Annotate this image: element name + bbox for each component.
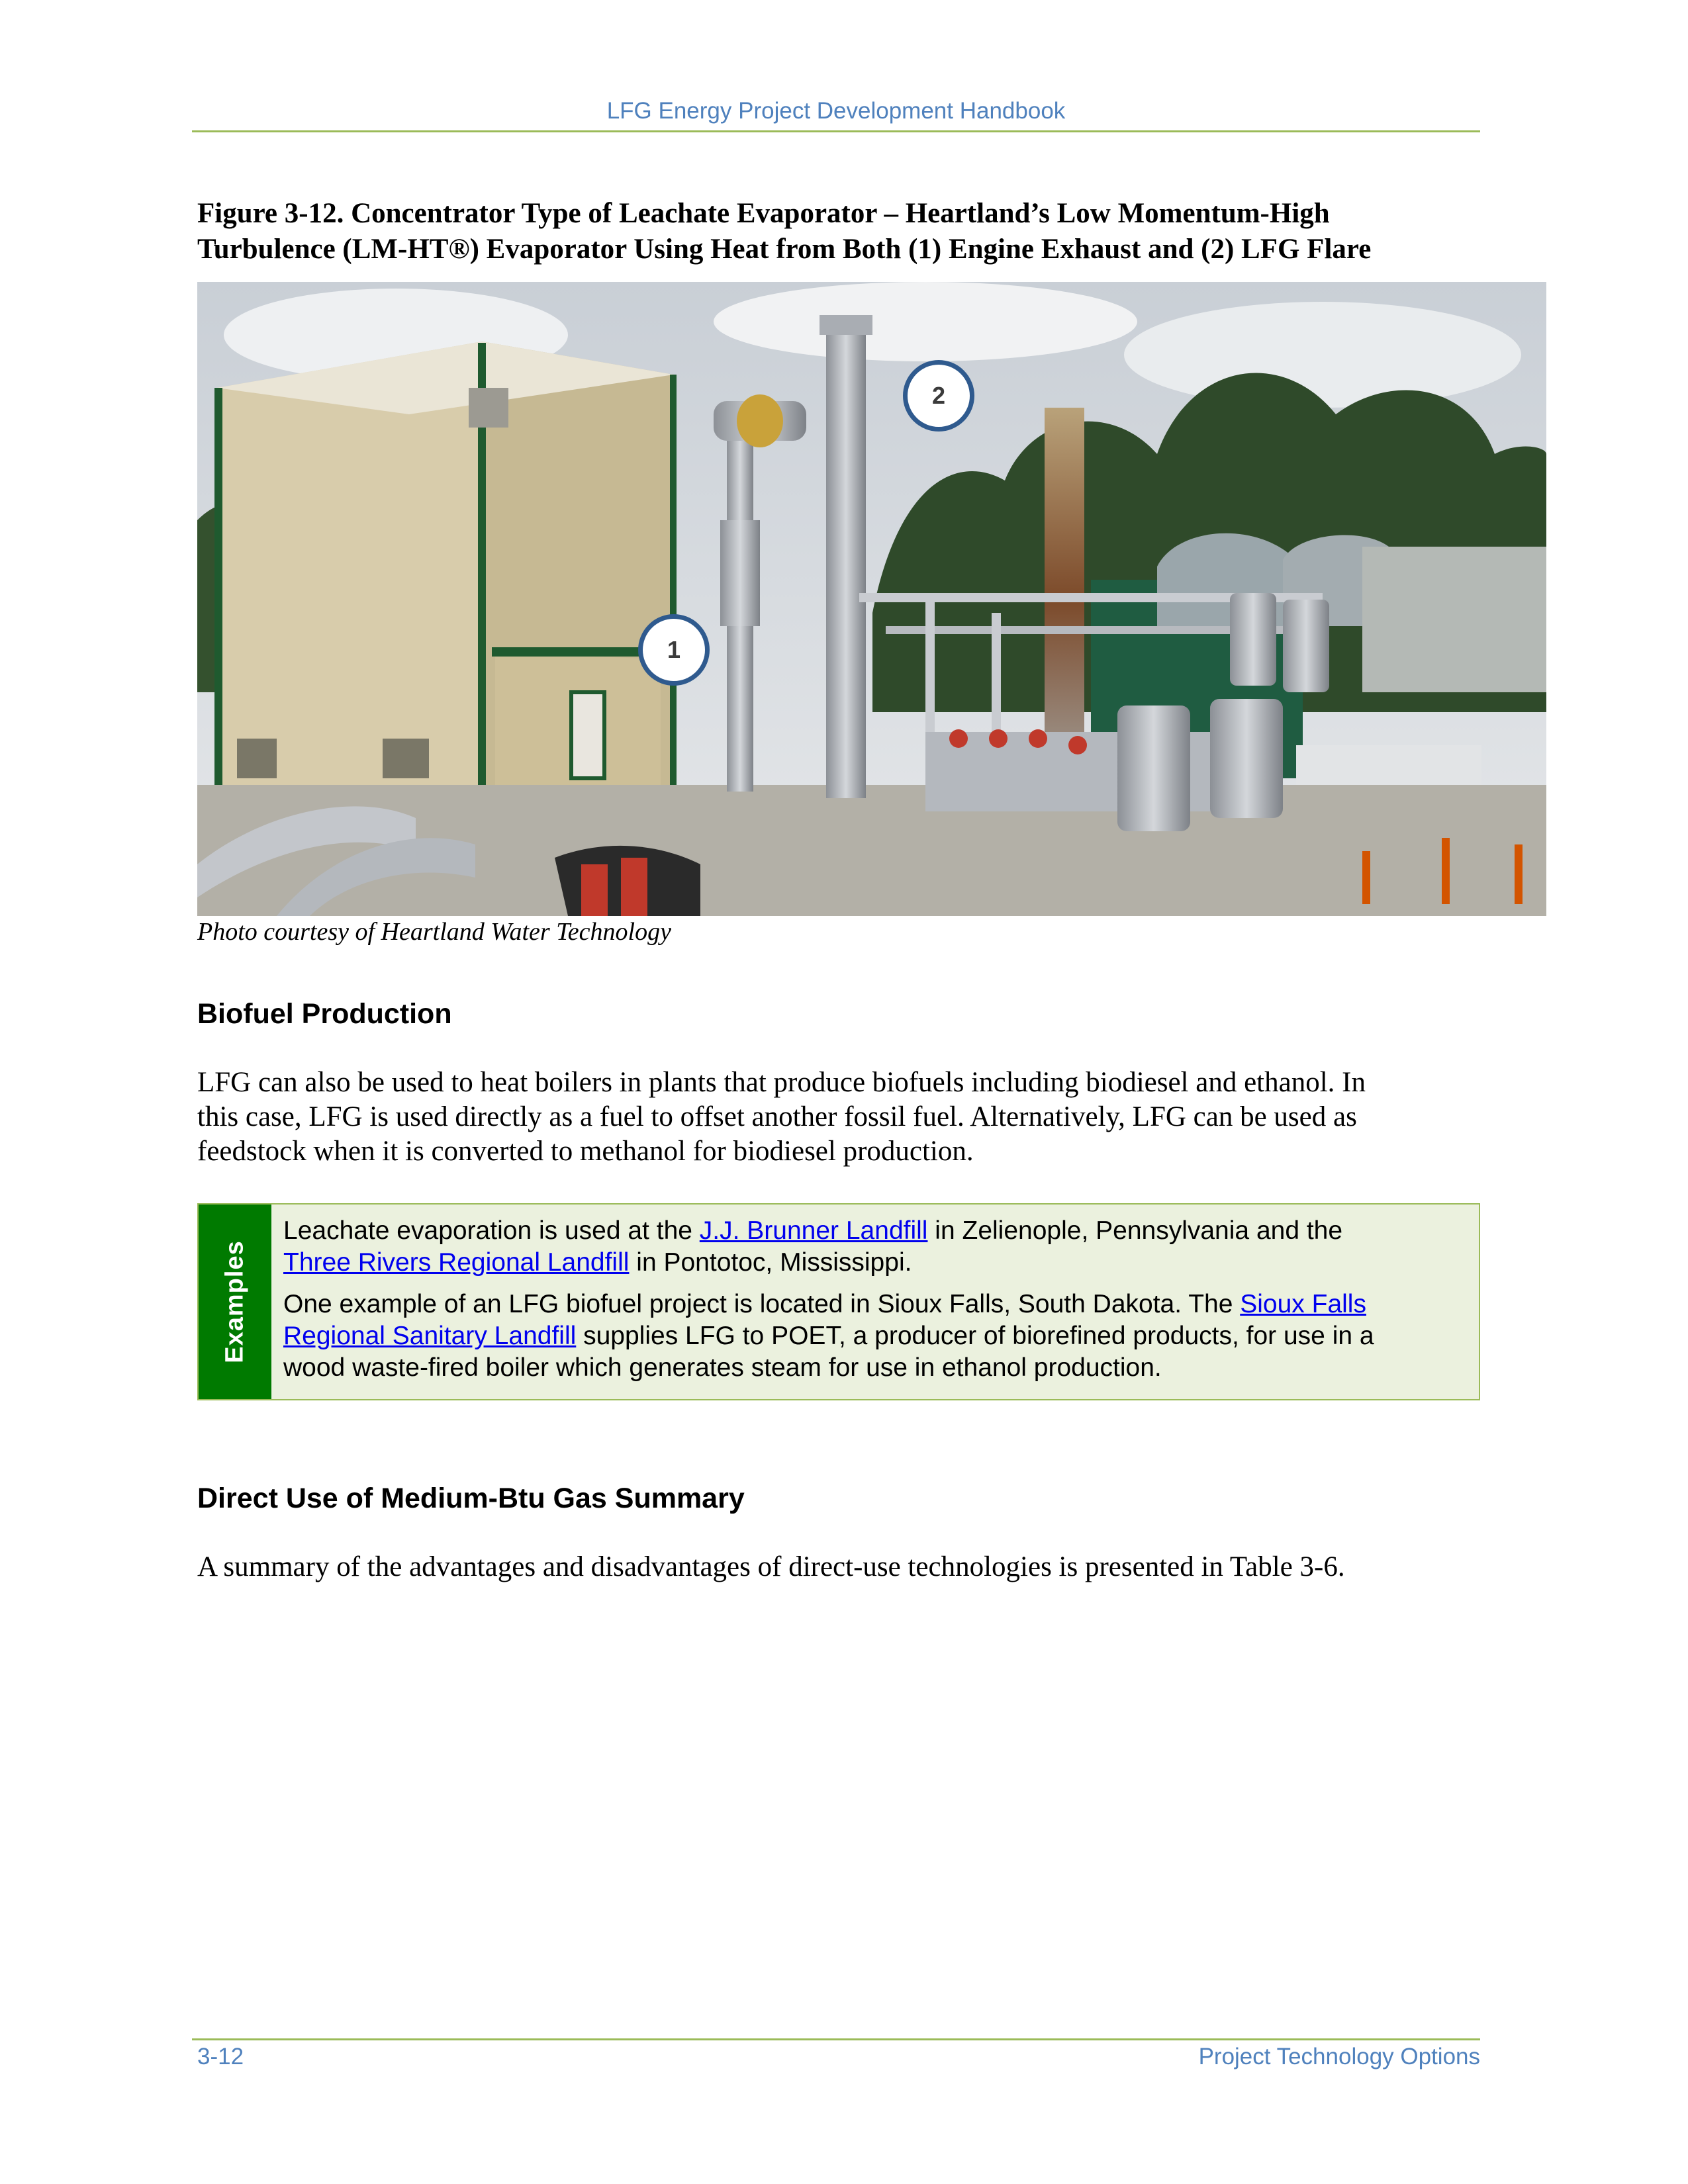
link-jj-brunner-landfill[interactable]: J.J. Brunner Landfill bbox=[699, 1216, 928, 1245]
examples-p1-text-1: Leachate evaporation is used at the bbox=[283, 1216, 700, 1245]
photo-credit: Photo courtesy of Heartland Water Technology bbox=[197, 918, 671, 946]
footer-page-number: 3-12 bbox=[197, 2044, 244, 2070]
examples-paragraph-1 bbox=[283, 1215, 1468, 1279]
figure-caption bbox=[197, 196, 1495, 267]
examples-p2-text-1: One example of an LFG biofuel project is located in Sioux Falls, South Dakota. The bbox=[283, 1290, 1241, 1318]
examples-tab-label: Examples bbox=[220, 1240, 249, 1363]
biofuel-paragraph bbox=[197, 1066, 1495, 1169]
section-heading-summary: Direct Use of Medium-Btu Gas Summary bbox=[197, 1482, 745, 1514]
examples-p1-text-3: in Pontotoc, Mississippi. bbox=[629, 1248, 912, 1277]
link-three-rivers-regional-landfill[interactable]: Three Rivers Regional Landfill bbox=[283, 1248, 630, 1277]
figure-caption-line-1: Figure 3-12. Concentrator Type of Leachate Evaporator – Heartland’s Low Momentum-High bbox=[197, 198, 1330, 229]
biofuel-paragraph-line-1: LFG can also be used to heat boilers in plants that produce biofuels including biodiesel and ethanol. In bbox=[197, 1067, 1366, 1098]
figure-caption-line-2: Turbulence (LM-HT®) Evaporator Using Heat from Both (1) Engine Exhaust and (2) LFG Flare bbox=[197, 234, 1372, 265]
biofuel-paragraph-line-2: this case, LFG is used directly as a fuel to offset another fossil fuel. Alternatively, LFG can be used as bbox=[197, 1101, 1357, 1132]
examples-p2-text-2: supplies LFG to POET, a producer of biorefined products, for use in a bbox=[576, 1322, 1374, 1350]
examples-content bbox=[283, 1215, 1468, 1384]
examples-paragraph-2 bbox=[283, 1289, 1468, 1384]
summary-paragraph: A summary of the advantages and disadvantages of direct-use technologies is presented in Table 3-6. bbox=[197, 1551, 1345, 1582]
link-sioux-falls-landfill-part-2[interactable]: Regional Sanitary Landfill bbox=[283, 1322, 577, 1350]
biofuel-paragraph-line-3: feedstock when it is converted to methanol for biodiesel production. bbox=[197, 1136, 974, 1167]
link-sioux-falls-landfill-part-1[interactable]: Sioux Falls bbox=[1240, 1290, 1366, 1318]
examples-p1-text-2: in Zelienople, Pennsylvania and the bbox=[927, 1216, 1343, 1245]
evaporator-photo bbox=[197, 282, 1546, 916]
callout-marker-1: 1 bbox=[638, 614, 710, 686]
header-rule bbox=[192, 130, 1480, 132]
evaporator-photo-illustration bbox=[197, 282, 1546, 916]
callout-marker-2: 2 bbox=[903, 360, 974, 432]
running-header-title: LFG Energy Project Development Handbook bbox=[606, 98, 1066, 124]
examples-callout-box bbox=[197, 1203, 1480, 1400]
footer-rule bbox=[192, 2038, 1480, 2040]
section-heading-biofuel: Biofuel Production bbox=[197, 998, 452, 1030]
examples-tab bbox=[199, 1205, 271, 1399]
footer-section-title: Project Technology Options bbox=[1198, 2044, 1480, 2070]
examples-p2-text-3: wood waste-fired boiler which generates steam for use in ethanol production. bbox=[283, 1353, 1162, 1382]
